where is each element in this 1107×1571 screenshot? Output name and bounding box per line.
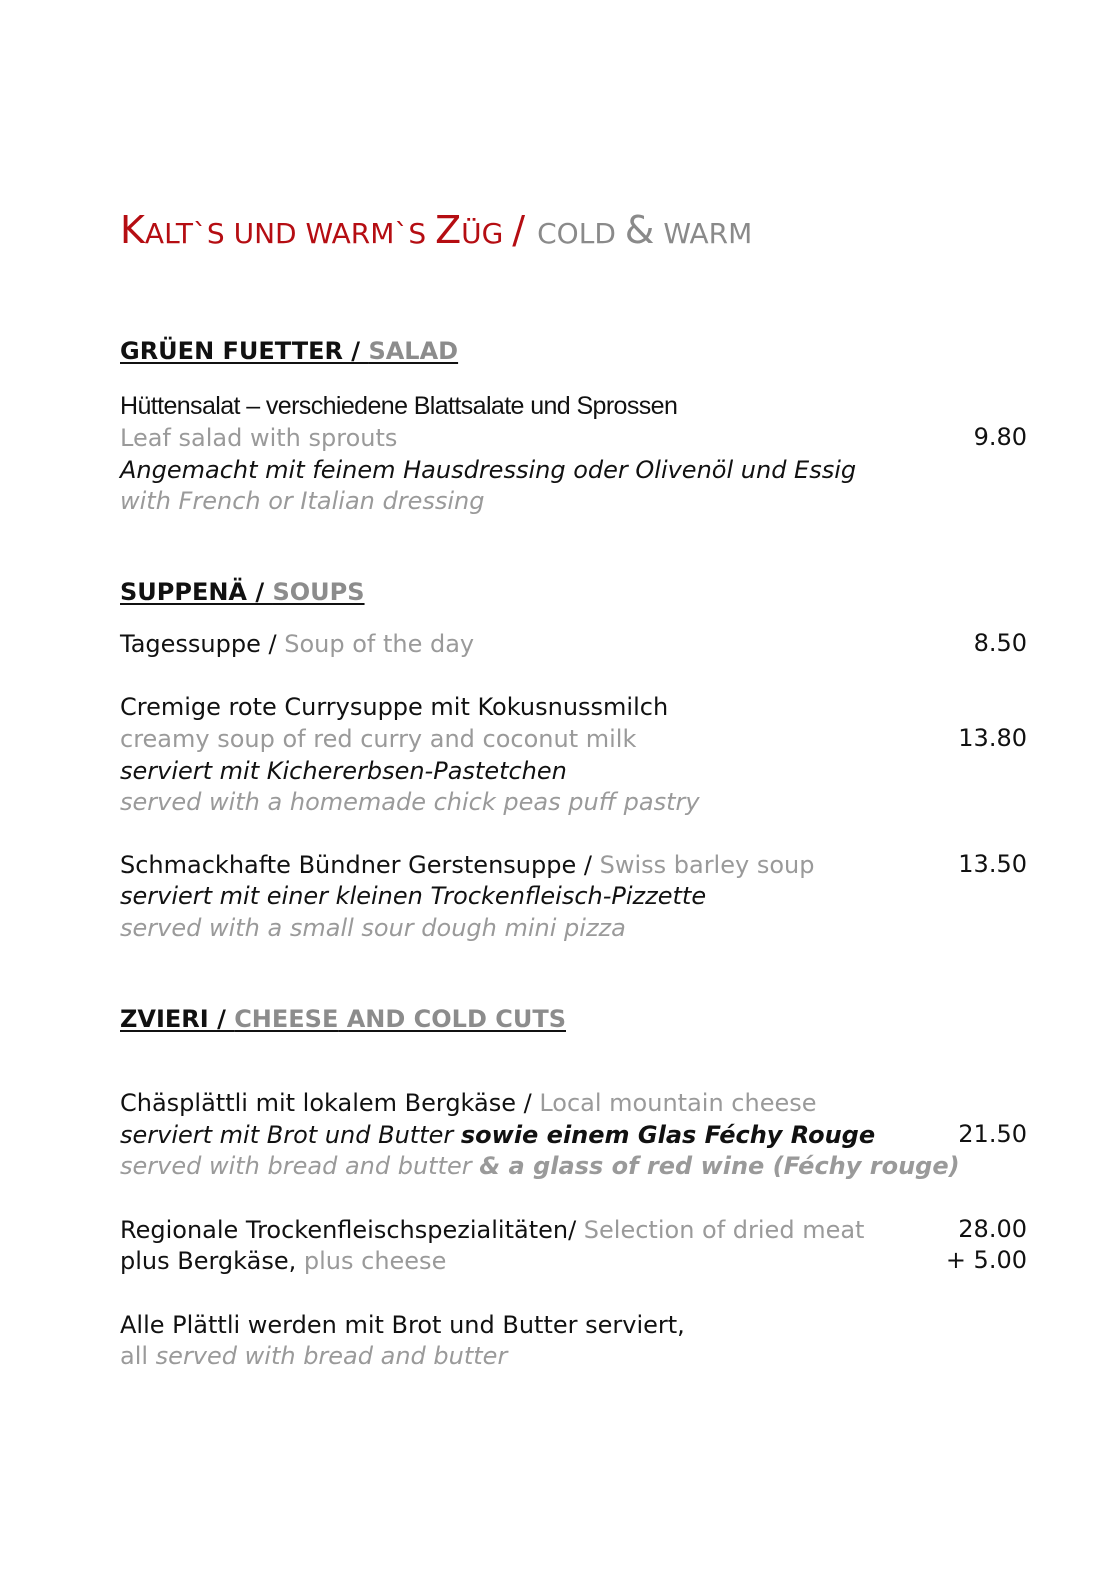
heading-en-1: CHEESE [234, 1005, 339, 1033]
zvieri-2-price: 28.00 [958, 1215, 1027, 1243]
title-warm: WARM [654, 217, 753, 250]
soup-1-price: 8.50 [973, 629, 1027, 657]
soup-3-desc-en: served with a small sour dough mini pizza [120, 914, 626, 942]
soup-2-price: 13.80 [958, 724, 1027, 752]
zvieri-2-name-en: Selection of dried meat [583, 1216, 865, 1244]
heading-en-2: AND COLD CUTS [338, 1005, 566, 1033]
zvieri-1-desc-en-text: served with bread and butter [120, 1152, 480, 1180]
heading-de: SUPPENÄ / [120, 578, 273, 606]
section-heading-soups [120, 578, 365, 606]
soup-3-desc-de: serviert mit einer kleinen Trockenfleisch-Pizzette [120, 882, 707, 910]
zvieri-note-en [120, 1341, 507, 1372]
section-heading-zvieri [120, 1005, 566, 1033]
soup-3-price: 13.50 [958, 850, 1027, 878]
soup-2-desc-de: serviert mit Kichererbsen-Pastetchen [120, 757, 567, 785]
zvieri-1-desc-en [120, 1151, 960, 1182]
zvieri-note-de: Alle Plättli werden mit Brot und Butter serviert, [120, 1311, 685, 1339]
zvieri-1-desc-de [120, 1120, 875, 1151]
zvieri-2-extra-price: + 5.00 [945, 1246, 1027, 1274]
heading-de: GRÜEN FUETTER / [120, 337, 369, 365]
zvieri-2-extra-de: plus Bergkäse, [120, 1247, 304, 1275]
heading-de: ZVIERI / [120, 1005, 235, 1033]
title-slash: / [512, 208, 538, 252]
heading-en: SOUPS [272, 578, 365, 606]
zvieri-1-name-de: Chäsplättli mit lokalem Bergkäse / [120, 1089, 540, 1117]
zvieri-note-en-1: all [120, 1342, 156, 1370]
page-title [120, 208, 752, 252]
soup-1-name-en: Soup of the day [284, 630, 475, 658]
zvieri-item-2 [120, 1215, 864, 1246]
zvieri-2-extra [120, 1246, 446, 1277]
zvieri-1-desc-de-text: serviert mit Brot und Butter [120, 1121, 461, 1149]
title-cold: COLD [537, 217, 625, 250]
salad-item-price: 9.80 [973, 423, 1027, 451]
salad-item-desc-de: Angemacht mit feinem Hausdressing oder Olivenöl und Essig [120, 456, 857, 484]
salad-item-name-de: Hüttensalat – verschiedene Blattsalate und Sprossen [120, 392, 678, 420]
zvieri-item-1 [120, 1088, 817, 1119]
soup-1-name-de: Tagessuppe / [120, 630, 285, 658]
zvieri-2-name-de: Regionale Trockenfleischspezialitäten/ [120, 1216, 584, 1244]
soup-2-name-en: creamy soup of red curry and coconut milk [120, 725, 637, 753]
title-z: Z [435, 208, 462, 252]
title-k: K [120, 208, 145, 252]
title-alt: ALT`S UND WARM`S [144, 217, 436, 250]
soup-3-name-en: Swiss barley soup [599, 851, 815, 879]
soup-2-name-de: Cremige rote Currysuppe mit Kokusnussmilch [120, 693, 669, 721]
salad-item-name-en: Leaf salad with sprouts [120, 424, 398, 452]
soup-item-3 [120, 850, 814, 881]
zvieri-1-desc-en-bold: & a glass of red wine (Féchy rouge) [479, 1152, 960, 1180]
heading-en: SALAD [368, 337, 459, 365]
soup-3-name-de: Schmackhafte Bündner Gerstensuppe / [120, 851, 600, 879]
zvieri-2-extra-en: plus cheese [303, 1247, 447, 1275]
soup-2-desc-en: served with a homemade chick peas puff pastry [120, 788, 700, 816]
title-ug: ÜG [461, 217, 513, 250]
zvieri-1-price: 21.50 [958, 1120, 1027, 1148]
zvieri-note-en-2: served with bread and butter [155, 1342, 508, 1370]
salad-item-desc-en: with French or Italian dressing [120, 487, 485, 515]
title-amp: & [624, 208, 655, 252]
section-heading-salad [120, 337, 458, 365]
zvieri-1-name-en: Local mountain cheese [539, 1089, 817, 1117]
zvieri-1-desc-de-bold: sowie einem Glas Féchy Rouge [460, 1121, 876, 1149]
soup-item-1 [120, 629, 474, 660]
